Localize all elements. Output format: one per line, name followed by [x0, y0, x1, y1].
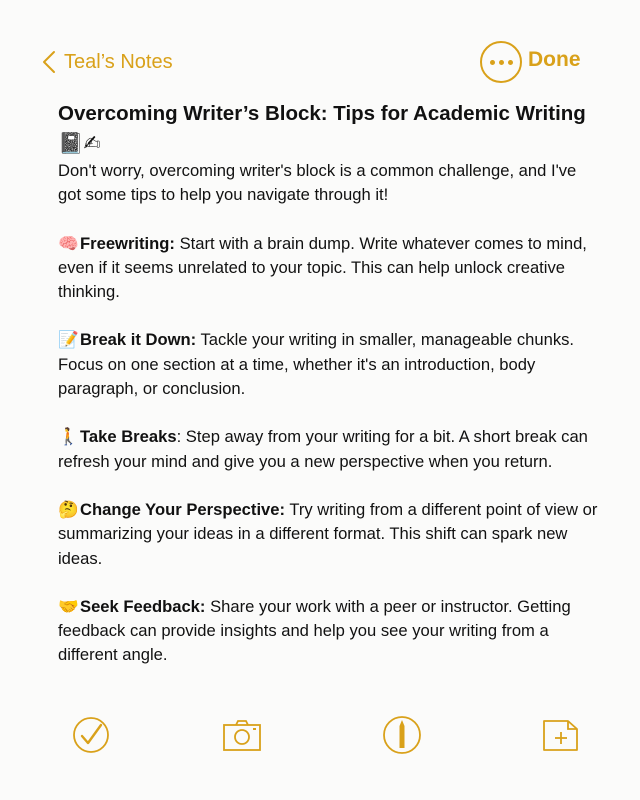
- tip-paragraph: [58, 595, 598, 668]
- tip-paragraph: [58, 425, 598, 474]
- tip-heading: Freewriting:: [80, 233, 175, 253]
- tip-text: Try writing from a different point of view or summarizing your ideas in a different format. This shift can spark new ideas.: [58, 499, 598, 568]
- camera-icon: [222, 715, 262, 755]
- walking-person-icon: 🚶: [58, 427, 79, 447]
- chevron-left-icon: [42, 50, 56, 74]
- tip-paragraph: [58, 498, 598, 571]
- camera-button[interactable]: [222, 715, 262, 755]
- back-label: Teal’s Notes: [64, 50, 173, 73]
- handshake-icon: 🤝: [58, 596, 79, 616]
- more-options-button[interactable]: [480, 41, 522, 83]
- thinking-face-icon: 🤔: [58, 499, 79, 519]
- checklist-button[interactable]: [71, 715, 111, 755]
- markup-button[interactable]: [382, 715, 422, 755]
- back-button[interactable]: [42, 47, 173, 77]
- tip-heading: Break it Down:: [80, 330, 197, 350]
- brain-icon: 🧠: [58, 233, 79, 253]
- notebook-writing-icon: 📓✍: [58, 132, 101, 155]
- done-button[interactable]: Done: [528, 48, 581, 71]
- pen-icon: [382, 715, 422, 755]
- navigation-bar: [0, 0, 640, 110]
- ellipsis-dot: [499, 60, 504, 65]
- tip-heading: Seek Feedback:: [80, 596, 206, 616]
- tip-text: : Step away from your writing for a bit. A short break can refresh your mind and give you a new perspective when you return.: [58, 427, 588, 471]
- tip-paragraph: [58, 328, 598, 401]
- tip-text: Start with a brain dump. Write whatever comes to mind, even if it seems unrelated to your topic. This can help unlock creative thinking.: [58, 233, 587, 302]
- note-body[interactable]: [58, 99, 598, 692]
- checklist-icon: [71, 715, 111, 755]
- tip-paragraph: [58, 232, 598, 305]
- note-title: [58, 99, 598, 159]
- tip-text: Share your work with a peer or instructor. Getting feedback can provide insights and help you see your writing from a different angle.: [58, 596, 571, 665]
- tip-text: Tackle your writing in smaller, manageable chunks. Focus on one section at a time, whether it's an introduction, body paragraph, or conclusion.: [58, 330, 575, 399]
- tip-heading: Change Your Perspective:: [80, 499, 286, 519]
- ellipsis-dot: [508, 60, 513, 65]
- memo-icon: 📝: [58, 330, 79, 350]
- compose-button[interactable]: [541, 715, 581, 755]
- tip-heading: Take Breaks: [80, 427, 177, 447]
- compose-icon: [541, 715, 581, 755]
- ellipsis-dot: [490, 60, 495, 65]
- bottom-toolbar: [0, 715, 640, 765]
- note-intro: Don't worry, overcoming writer's block is a common challenge, and I've got some tips to help you navigate through it!: [58, 161, 577, 205]
- note-title-text: Overcoming Writer’s Block: Tips for Academic Writing: [58, 102, 586, 125]
